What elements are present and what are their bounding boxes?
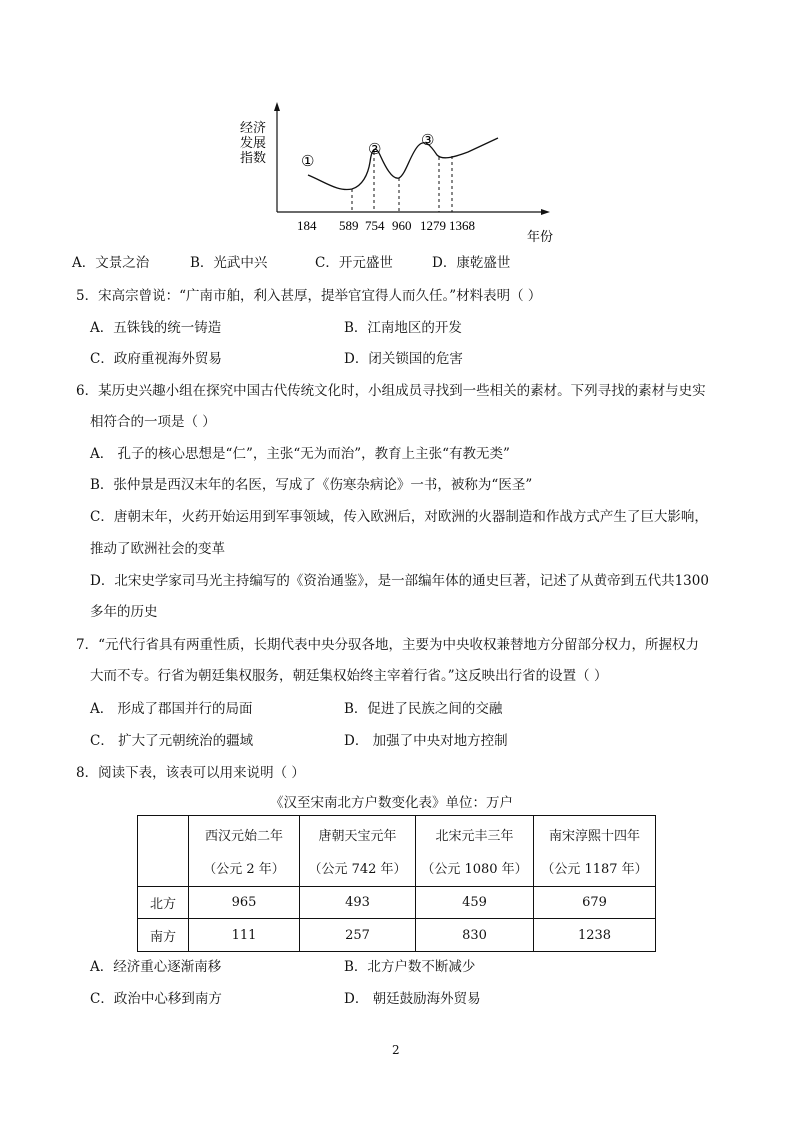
table-header-row <box>138 816 656 887</box>
q5-option-b: B．江南地区的开发 <box>344 320 462 336</box>
table-cell: 830 <box>416 919 534 952</box>
q5-option-c: C．政府重视海外贸易 <box>90 351 222 367</box>
row-label: 北方 <box>138 887 189 919</box>
q5-stem: 5．宋高宗曾说：“广南市舶，利入甚厚，提举官宜得人而久任。”材料表明（ ） <box>76 288 542 304</box>
q8-option-c: C．政治中心移到南方 <box>90 991 222 1007</box>
chart-x-axis-arrow <box>541 209 550 215</box>
q6-option-c-line-1: C．唐朝末年，火药开始运用到军事领域，传入欧洲后，对欧洲的火器制造和作战方式产生了巨大影响， <box>90 509 708 525</box>
table-cell: 257 <box>300 919 416 952</box>
table-header-cell <box>189 816 300 887</box>
q8-option-a: A．经济重心逐渐南移 <box>90 959 222 975</box>
chart-x-tick: 589 <box>339 218 359 233</box>
header-line-1: 北宋元丰三年 <box>435 829 514 844</box>
table-cell: 459 <box>416 887 534 919</box>
table-header-cell <box>300 816 416 887</box>
q7-stem-line-2: 大而不专。行省为朝廷集权服务，朝廷集权始终主宰着行省。”这反映出行省的设置（ ） <box>90 668 608 684</box>
q6-option-d-line-2: 多年的历史 <box>90 604 158 620</box>
table-header-cell <box>534 816 656 887</box>
header-line-1: 唐朝天宝元年 <box>318 829 397 844</box>
household-table <box>137 815 656 952</box>
chart-x-tick: 1368 <box>449 218 475 233</box>
table-cell: 111 <box>189 919 300 952</box>
q6-option-d-line-1: D．北宋史学家司马光主持编写的《资治通鉴》，是一部编年体的通史巨著，记述了从黄帝到五代共1300 <box>90 573 709 589</box>
q4-option-d: D．康乾盛世 <box>432 255 511 271</box>
chart-x-tick: 754 <box>365 218 385 233</box>
q4-option-c: C．开元盛世 <box>315 255 393 271</box>
q7-stem-line-1: 7．“元代行省具有两重性质，长期代表中央分驭各地，主要为中央收权兼替地方分留部分权力，所握权力 <box>76 637 699 653</box>
header-line-2: （公元 1187 年） <box>541 862 648 877</box>
chart-marker-1: ① <box>301 154 315 170</box>
q5-option-d: D．闭关锁国的危害 <box>344 351 463 367</box>
chart-marker-3: ③ <box>421 133 435 149</box>
chart-y-axis-arrow <box>274 102 280 111</box>
chart-ylabel-line-1: 经济 <box>240 120 267 135</box>
q6-stem-line-1: 6．某历史兴趣小组在探究中国古代传统文化时，小组成员寻找到一些相关的素材。下列寻找的素材与史实 <box>76 383 706 399</box>
table-row <box>138 887 656 919</box>
q8-option-b: B．北方户数不断减少 <box>344 959 476 975</box>
chart-marker-2: ② <box>368 142 382 158</box>
table-header-cell <box>416 816 534 887</box>
table-row <box>138 919 656 952</box>
table-cell: 1238 <box>534 919 656 952</box>
q4-option-b: B．光武中兴 <box>190 255 268 271</box>
q6-option-b: B．张仲景是西汉末年的名医，写成了《伤寒杂病论》一书，被称为“医圣” <box>90 477 533 493</box>
header-line-2: （公元 742 年） <box>308 862 407 877</box>
row-label: 南方 <box>138 919 189 952</box>
q7-option-d: D． 加强了中央对地方控制 <box>344 733 508 749</box>
table-cell: 493 <box>300 887 416 919</box>
q6-option-a: A． 孔子的核心思想是“仁”，主张“无为而治”，教育上主张“有教无类” <box>90 446 510 462</box>
q6-stem-line-2: 相符合的一项是（ ） <box>90 414 216 430</box>
q5-option-a: A．五铢钱的统一铸造 <box>90 320 222 336</box>
table-cell: 965 <box>189 887 300 919</box>
q8-stem: 8．阅读下表，该表可以用来说明（ ） <box>76 765 305 781</box>
chart-x-tick: 184 <box>297 218 317 233</box>
q7-option-a: A． 形成了郡国并行的局面 <box>90 701 253 717</box>
header-line-2: （公元 2 年） <box>203 862 285 877</box>
chart-ylabel-line-2: 发展 <box>240 135 267 150</box>
header-line-1: 西汉元始二年 <box>204 829 283 844</box>
q7-option-b: B．促进了民族之间的交融 <box>344 701 503 717</box>
chart-ylabel-line-3: 指数 <box>240 150 267 165</box>
q8-option-d: D． 朝廷鼓励海外贸易 <box>344 991 481 1007</box>
chart-x-tick: 1279 <box>420 218 446 233</box>
q6-option-c-line-2: 推动了欧洲社会的变革 <box>90 541 225 557</box>
header-line-2: （公元 1080 年） <box>421 862 528 877</box>
economic-index-chart <box>230 100 560 245</box>
table-cell: 679 <box>534 887 656 919</box>
chart-series-line <box>308 138 498 190</box>
q4-option-a: A．文景之治 <box>72 255 150 271</box>
chart-xlabel: 年份 <box>527 229 554 244</box>
header-line-1: 南宋淳熙十四年 <box>548 829 640 844</box>
q7-option-c: C． 扩大了元朝统治的疆域 <box>90 733 254 749</box>
q8-table-title: 《汉至宋南北方户数变化表》单位：万户 <box>270 795 513 811</box>
page-number: 2 <box>392 1043 400 1057</box>
table-corner-cell <box>138 816 189 887</box>
chart-x-tick: 960 <box>392 218 412 233</box>
